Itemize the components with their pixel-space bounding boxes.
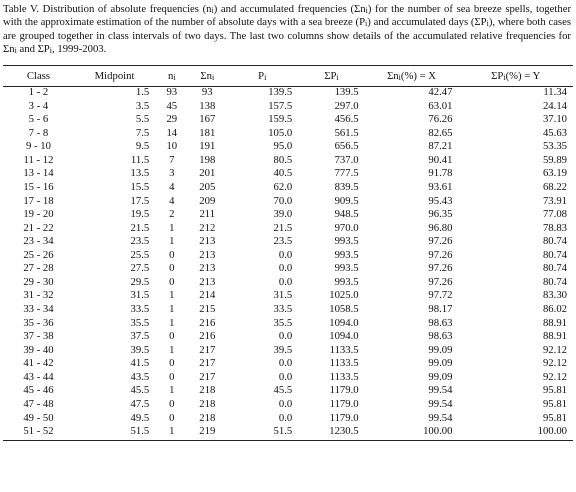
table-row xyxy=(3,167,573,181)
class-cell: 23 - 34 xyxy=(23,235,54,248)
class-cell: 1 - 2 xyxy=(28,86,49,98)
y-percent-cell: 83.30 xyxy=(542,289,567,302)
pi-cell: 0.0 xyxy=(278,411,293,424)
table-row xyxy=(3,100,573,114)
ni-cell: 45 xyxy=(166,99,178,112)
midpoint-cell: 47.5 xyxy=(130,397,150,410)
sum-ni-cell: 181 xyxy=(199,126,216,139)
class-cell: 3 - 4 xyxy=(28,99,49,112)
x-percent-cell: 99.09 xyxy=(428,343,453,356)
sum-ni-cell: 213 xyxy=(199,262,216,275)
ni-cell: 4 xyxy=(169,194,175,207)
table-row xyxy=(3,208,573,222)
y-percent-cell: 92.12 xyxy=(542,370,567,383)
sum-ni-cell: 215 xyxy=(199,303,216,315)
table-row xyxy=(3,140,573,154)
class-cell: 49 - 50 xyxy=(23,411,54,424)
sum-pi-cell: 777.5 xyxy=(334,167,359,180)
midpoint-cell: 39.5 xyxy=(130,343,150,356)
sum-pi-cell: 656.5 xyxy=(334,140,359,153)
ni-cell: 93 xyxy=(166,86,178,98)
x-percent-cell: 95.43 xyxy=(428,194,453,207)
midpoint-cell: 3.5 xyxy=(135,99,150,112)
sum-ni-cell: 217 xyxy=(199,357,216,370)
ni-cell: 0 xyxy=(169,370,175,383)
y-percent-cell: 80.74 xyxy=(542,248,567,261)
pi-cell: 51.5 xyxy=(273,425,293,438)
x-percent-cell: 97.26 xyxy=(428,275,453,288)
sum-pi-cell: 1179.0 xyxy=(329,384,359,397)
y-percent-cell: 11.34 xyxy=(543,86,567,98)
class-cell: 13 - 14 xyxy=(23,167,54,180)
sum-pi-cell: 993.5 xyxy=(334,235,359,248)
table-row xyxy=(3,398,573,412)
sum-ni-cell: 218 xyxy=(199,384,216,397)
table-row xyxy=(3,371,573,385)
table-row xyxy=(3,127,573,141)
class-cell: 11 - 12 xyxy=(23,153,54,166)
pi-cell: 139.5 xyxy=(268,86,293,98)
header-ni: $n_i$ xyxy=(168,70,176,82)
y-percent-cell: 77.08 xyxy=(542,208,567,221)
x-percent-cell: 91.78 xyxy=(428,167,453,180)
pi-cell: 39.5 xyxy=(273,343,293,356)
ni-cell: 1 xyxy=(169,235,175,248)
class-cell: 15 - 16 xyxy=(23,180,54,193)
ni-cell: 14 xyxy=(166,126,178,139)
class-cell: 45 - 46 xyxy=(23,384,54,397)
ni-cell: 4 xyxy=(169,180,175,193)
table-row xyxy=(3,154,573,168)
x-percent-cell: 96.35 xyxy=(428,208,453,221)
x-percent-cell: 90.41 xyxy=(428,153,453,166)
table-row xyxy=(3,425,573,439)
ni-cell: 0 xyxy=(169,397,175,410)
y-percent-cell: 95.81 xyxy=(542,384,567,397)
sum-ni-cell: 213 xyxy=(199,248,216,261)
y-percent-cell: 95.81 xyxy=(542,397,567,410)
sum-ni-cell: 217 xyxy=(199,370,216,383)
sum-pi-cell: 1179.0 xyxy=(329,397,359,410)
ni-cell: 1 xyxy=(169,316,175,329)
midpoint-cell: 35.5 xyxy=(130,316,150,329)
table-row xyxy=(3,86,573,100)
midpoint-cell: 1.5 xyxy=(135,86,150,98)
header-pi: $P_i$ xyxy=(258,70,267,82)
table-caption: Table V. Distribution of absolute frequencies $(n_i)$ and accumulated frequencies $(\Sigma n_i)$ for the number of sea breeze spells, together with the approximate estimation of the number of absolute days with a sea breeze $(P_i)$ and accumulated days $(\Sigma P_i)$, where both cases are grouped together in class intervals of two days. The last two columns show details of the accumulated relative frequencies for $\Sigma n_i$ and $\Sigma P_i$, 1999-2003. xyxy=(3,3,572,55)
midpoint-cell: 41.5 xyxy=(130,357,150,370)
x-percent-cell: 98.17 xyxy=(428,303,453,315)
sum-ni-cell: 209 xyxy=(199,194,216,207)
header-x: $\Sigma n_i(\%) = X$ xyxy=(387,70,437,82)
class-cell: 5 - 6 xyxy=(28,113,49,126)
midpoint-cell: 7.5 xyxy=(135,126,150,139)
ni-cell: 3 xyxy=(169,167,175,180)
sum-pi-cell: 839.5 xyxy=(334,180,359,193)
sum-ni-cell: 213 xyxy=(199,275,216,288)
class-cell: 17 - 18 xyxy=(23,194,54,207)
pi-cell: 0.0 xyxy=(278,330,293,343)
midpoint-cell: 17.5 xyxy=(130,194,150,207)
class-cell: 7 - 8 xyxy=(28,126,49,139)
midpoint-cell: 5.5 xyxy=(135,113,150,126)
table-row xyxy=(3,195,573,209)
y-percent-cell: 95.81 xyxy=(542,411,567,424)
x-percent-cell: 87.21 xyxy=(428,140,453,153)
sum-ni-cell: 138 xyxy=(199,99,216,112)
pi-cell: 31.5 xyxy=(273,289,293,302)
midpoint-cell: 29.5 xyxy=(130,275,150,288)
y-percent-cell: 68.22 xyxy=(542,180,567,193)
ni-cell: 0 xyxy=(169,262,175,275)
y-percent-cell: 73.91 xyxy=(542,194,567,207)
ni-cell: 1 xyxy=(169,425,175,438)
midpoint-cell: 43.5 xyxy=(130,370,150,383)
sum-ni-cell: 217 xyxy=(199,343,216,356)
y-percent-cell: 24.14 xyxy=(542,99,567,112)
x-percent-cell: 98.63 xyxy=(428,330,453,343)
sum-pi-cell: 993.5 xyxy=(334,248,359,261)
midpoint-cell: 19.5 xyxy=(130,208,150,221)
pi-cell: 0.0 xyxy=(278,397,293,410)
sum-pi-cell: 1094.0 xyxy=(329,330,359,343)
sum-pi-cell: 561.5 xyxy=(334,126,359,139)
midpoint-cell: 27.5 xyxy=(130,262,150,275)
x-percent-cell: 96.80 xyxy=(428,221,453,234)
sum-pi-cell: 948.5 xyxy=(334,208,359,221)
pi-cell: 159.5 xyxy=(268,113,293,126)
sum-pi-cell: 456.5 xyxy=(334,113,359,126)
x-percent-cell: 99.54 xyxy=(428,411,453,424)
midpoint-cell: 45.5 xyxy=(130,384,150,397)
sum-pi-cell: 1230.5 xyxy=(329,425,359,438)
table-row xyxy=(3,276,573,290)
header-class: Class xyxy=(26,70,51,82)
sum-ni-cell: 211 xyxy=(199,208,216,221)
pi-cell: 33.5 xyxy=(273,303,293,315)
pi-cell: 40.5 xyxy=(273,167,293,180)
sum-ni-cell: 216 xyxy=(199,316,216,329)
pi-cell: 23.5 xyxy=(273,235,293,248)
pi-cell: 0.0 xyxy=(278,357,293,370)
sum-ni-cell: 219 xyxy=(199,425,216,438)
sum-ni-cell: 218 xyxy=(199,397,216,410)
pi-cell: 0.0 xyxy=(278,262,293,275)
ni-cell: 1 xyxy=(169,289,175,302)
midpoint-cell: 49.5 xyxy=(130,411,150,424)
class-cell: 51 - 52 xyxy=(23,425,54,438)
table-bottom-rule xyxy=(3,440,573,441)
table-row xyxy=(3,412,573,426)
frequency-table xyxy=(3,66,573,439)
x-percent-cell: 98.63 xyxy=(428,316,453,329)
table-row xyxy=(3,222,573,236)
sum-ni-cell: 216 xyxy=(199,330,216,343)
sum-pi-cell: 1094.0 xyxy=(329,316,359,329)
header-midpoint: Midpoint xyxy=(94,70,135,82)
ni-cell: 0 xyxy=(169,357,175,370)
table-row xyxy=(3,235,573,249)
ni-cell: 10 xyxy=(166,140,178,153)
pi-cell: 21.5 xyxy=(273,221,293,234)
table-row xyxy=(3,357,573,371)
sum-pi-cell: 1179.0 xyxy=(329,411,359,424)
sum-ni-cell: 213 xyxy=(199,235,216,248)
y-percent-cell: 92.12 xyxy=(542,343,567,356)
midpoint-cell: 51.5 xyxy=(130,425,150,438)
midpoint-cell: 9.5 xyxy=(135,140,150,153)
class-cell: 19 - 20 xyxy=(23,208,54,221)
pi-cell: 157.5 xyxy=(268,99,293,112)
x-percent-cell: 99.09 xyxy=(428,357,453,370)
midpoint-cell: 21.5 xyxy=(130,221,150,234)
sum-pi-cell: 909.5 xyxy=(334,194,359,207)
midpoint-cell: 33.5 xyxy=(130,303,150,315)
header-sum-ni: $\Sigma n_i$ xyxy=(200,70,215,82)
pi-cell: 0.0 xyxy=(278,370,293,383)
y-percent-cell: 53.35 xyxy=(542,140,567,153)
class-cell: 9 - 10 xyxy=(26,140,51,153)
midpoint-cell: 11.5 xyxy=(130,153,150,166)
header-row xyxy=(3,66,573,86)
y-percent-cell: 78.83 xyxy=(542,221,567,234)
y-percent-cell: 59.89 xyxy=(542,153,567,166)
x-percent-cell: 76.26 xyxy=(428,113,453,126)
x-percent-cell: 93.61 xyxy=(428,180,453,193)
sum-ni-cell: 205 xyxy=(199,180,216,193)
ni-cell: 1 xyxy=(169,384,175,397)
class-cell: 31 - 32 xyxy=(23,289,54,302)
sum-ni-cell: 201 xyxy=(199,167,216,180)
table-row xyxy=(3,344,573,358)
x-percent-cell: 100.00 xyxy=(423,425,453,438)
table-row xyxy=(3,317,573,331)
sum-ni-cell: 214 xyxy=(199,289,216,302)
class-cell: 39 - 40 xyxy=(23,343,54,356)
midpoint-cell: 13.5 xyxy=(130,167,150,180)
sum-pi-cell: 970.0 xyxy=(334,221,359,234)
sum-ni-cell: 218 xyxy=(199,411,216,424)
class-cell: 33 - 34 xyxy=(23,303,54,315)
y-percent-cell: 88.91 xyxy=(542,316,567,329)
pi-cell: 95.0 xyxy=(273,140,293,153)
class-cell: 41 - 42 xyxy=(23,357,54,370)
y-percent-cell: 63.19 xyxy=(542,167,567,180)
pi-cell: 0.0 xyxy=(278,275,293,288)
x-percent-cell: 63.01 xyxy=(428,99,453,112)
x-percent-cell: 97.26 xyxy=(428,248,453,261)
class-cell: 25 - 26 xyxy=(23,248,54,261)
ni-cell: 29 xyxy=(166,113,178,126)
class-cell: 27 - 28 xyxy=(23,262,54,275)
pi-cell: 80.5 xyxy=(273,153,293,166)
pi-cell: 70.0 xyxy=(273,194,293,207)
class-cell: 47 - 48 xyxy=(23,397,54,410)
x-percent-cell: 99.54 xyxy=(428,384,453,397)
pi-cell: 39.0 xyxy=(273,208,293,221)
x-percent-cell: 97.72 xyxy=(428,289,453,302)
header-sum-pi: $\Sigma P_i$ xyxy=(324,70,339,82)
class-cell: 37 - 38 xyxy=(23,330,54,343)
x-percent-cell: 97.26 xyxy=(428,262,453,275)
class-cell: 35 - 36 xyxy=(23,316,54,329)
sum-ni-cell: 191 xyxy=(199,140,216,153)
pi-cell: 105.0 xyxy=(268,126,293,139)
table-row xyxy=(3,262,573,276)
table-row xyxy=(3,249,573,263)
table-row xyxy=(3,289,573,303)
y-percent-cell: 86.02 xyxy=(542,303,567,315)
y-percent-cell: 100.00 xyxy=(537,425,567,438)
ni-cell: 1 xyxy=(169,343,175,356)
midpoint-cell: 23.5 xyxy=(130,235,150,248)
x-percent-cell: 42.47 xyxy=(428,86,453,98)
y-percent-cell: 80.74 xyxy=(542,262,567,275)
pi-cell: 45.5 xyxy=(273,384,293,397)
y-percent-cell: 80.74 xyxy=(542,275,567,288)
midpoint-cell: 15.5 xyxy=(130,180,150,193)
y-percent-cell: 92.12 xyxy=(542,357,567,370)
midpoint-cell: 31.5 xyxy=(130,289,150,302)
sum-pi-cell: 1133.5 xyxy=(329,370,359,383)
sum-pi-cell: 737.0 xyxy=(334,153,359,166)
y-percent-cell: 80.74 xyxy=(542,235,567,248)
table-body xyxy=(3,86,573,439)
pi-cell: 35.5 xyxy=(273,316,293,329)
ni-cell: 0 xyxy=(169,330,175,343)
sum-ni-cell: 167 xyxy=(199,113,216,126)
sum-pi-cell: 139.5 xyxy=(334,86,359,98)
ni-cell: 0 xyxy=(169,248,175,261)
sum-ni-cell: 212 xyxy=(199,221,216,234)
midpoint-cell: 25.5 xyxy=(130,248,150,261)
sum-pi-cell: 993.5 xyxy=(334,275,359,288)
pi-cell: 0.0 xyxy=(278,248,293,261)
table-row xyxy=(3,303,573,317)
x-percent-cell: 82.65 xyxy=(428,126,453,139)
x-percent-cell: 97.26 xyxy=(428,235,453,248)
class-cell: 21 - 22 xyxy=(23,221,54,234)
ni-cell: 0 xyxy=(169,411,175,424)
table-row xyxy=(3,384,573,398)
table-row xyxy=(3,181,573,195)
header-y: $\Sigma P_i(\%) = Y$ xyxy=(491,70,541,82)
x-percent-cell: 99.54 xyxy=(428,397,453,410)
sum-ni-cell: 198 xyxy=(199,153,216,166)
class-cell: 29 - 30 xyxy=(23,275,54,288)
sum-ni-cell: 93 xyxy=(201,86,213,98)
ni-cell: 1 xyxy=(169,303,175,315)
sum-pi-cell: 1025.0 xyxy=(329,289,359,302)
ni-cell: 2 xyxy=(169,208,175,221)
table-row xyxy=(3,330,573,344)
ni-cell: 7 xyxy=(169,153,175,166)
sum-pi-cell: 1058.5 xyxy=(329,303,359,315)
table-row xyxy=(3,113,573,127)
pi-cell: 62.0 xyxy=(273,180,293,193)
sum-pi-cell: 297.0 xyxy=(334,99,359,112)
sum-pi-cell: 1133.5 xyxy=(329,357,359,370)
ni-cell: 1 xyxy=(169,221,175,234)
y-percent-cell: 45.63 xyxy=(542,126,567,139)
class-cell: 43 - 44 xyxy=(23,370,54,383)
ni-cell: 0 xyxy=(169,275,175,288)
midpoint-cell: 37.5 xyxy=(130,330,150,343)
sum-pi-cell: 1133.5 xyxy=(329,343,359,356)
y-percent-cell: 37.10 xyxy=(542,113,567,126)
y-percent-cell: 88.91 xyxy=(542,330,567,343)
x-percent-cell: 99.09 xyxy=(428,370,453,383)
sum-pi-cell: 993.5 xyxy=(334,262,359,275)
